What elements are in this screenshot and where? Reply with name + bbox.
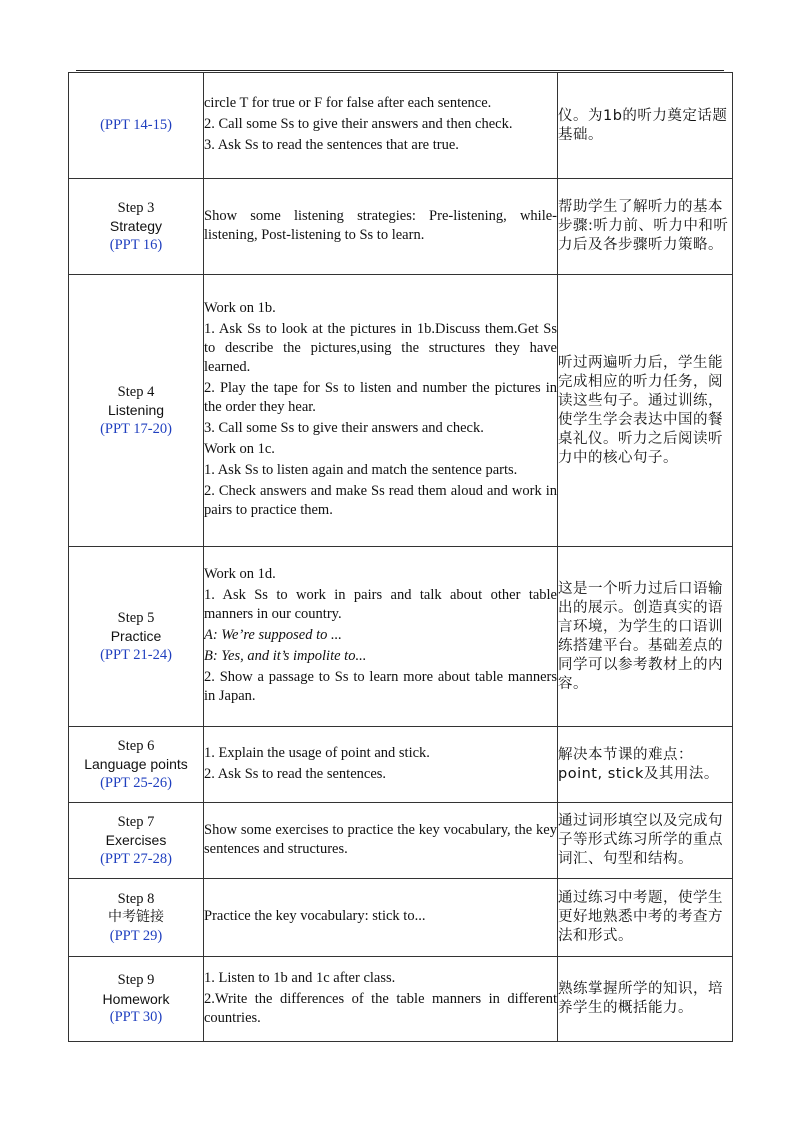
purpose-cell: 听过两遍听力后，学生能完成相应的听力任务，阅读这些句子。通过训练，使学生学会表达中国的餐桌礼仪。听力之后阅读听力中的核心句子。 <box>558 275 733 547</box>
step-number: Step 6 <box>117 737 155 754</box>
step-number: Step 4 <box>117 383 155 400</box>
table-row <box>69 73 733 179</box>
purpose-cell: 帮助学生了解听力的基本步骤:听力前、听力中和听力后及各步骤听力策略。 <box>558 179 733 275</box>
procedure-line: Practice the key vocabulary: stick to... <box>204 908 426 924</box>
table-row <box>69 179 733 275</box>
purpose-cell: 通过练习中考题，使学生更好地熟悉中考的考查方法和形式。 <box>558 879 733 957</box>
step-number: Step 3 <box>117 199 155 216</box>
procedure-cell <box>204 727 558 803</box>
step-name: Exercises <box>105 832 167 849</box>
step-number: Step 5 <box>117 609 155 626</box>
step-number: Step 7 <box>117 813 155 830</box>
procedure-line: 2. Call some Ss to give their answers and then check. <box>204 116 513 132</box>
procedure-line: 2.Write the differences of the table manners in different countries. <box>204 990 557 1026</box>
step-name: Listening <box>107 402 165 419</box>
table-row <box>69 879 733 957</box>
procedure-line: A: We’re supposed to ... <box>204 627 342 643</box>
procedure-line: 3. Call some Ss to give their answers and check. <box>204 420 484 436</box>
procedure-cell <box>204 73 558 179</box>
step-cell <box>69 73 204 179</box>
ppt-ref: (PPT 16) <box>109 236 163 253</box>
procedure-cell <box>204 803 558 879</box>
step-cell <box>69 957 204 1042</box>
table-row <box>69 957 733 1042</box>
procedure-line: 2. Show a passage to Ss to learn more about table manners in Japan. <box>204 669 557 704</box>
table-row <box>69 275 733 547</box>
ppt-ref: (PPT 17-20) <box>100 420 172 437</box>
procedure-cell <box>204 957 558 1042</box>
procedure-line: Work on 1c. <box>204 441 275 457</box>
procedure-line: Work on 1d. <box>204 566 276 582</box>
step-name: 中考链接 <box>108 909 164 926</box>
ppt-ref: (PPT 27-28) <box>100 850 172 867</box>
procedure-line: 2. Check answers and make Ss read them aloud and work in pairs to practice them. <box>204 483 557 518</box>
step-name: Language points <box>84 756 188 773</box>
table-row <box>69 803 733 879</box>
purpose-cell: 解决本节课的难点：point, stick及其用法。 <box>558 727 733 803</box>
procedure-line: B: Yes, and it’s impolite to... <box>204 648 367 664</box>
purpose-cell: 仪。为1b的听力奠定话题基础。 <box>558 73 733 179</box>
procedure-cell <box>204 547 558 727</box>
table-row <box>69 727 733 803</box>
step-cell <box>69 803 204 879</box>
procedure-line: Show some exercises to practice the key vocabulary, the key sentences and structures. <box>204 821 557 857</box>
procedure-cell <box>204 275 558 547</box>
purpose-cell: 通过词形填空以及完成句子等形式练习所学的重点词汇、句型和结构。 <box>558 803 733 879</box>
step-number: Step 8 <box>117 890 155 907</box>
procedure-line: Work on 1b. <box>204 300 276 316</box>
step-cell <box>69 275 204 547</box>
table-row <box>69 547 733 727</box>
purpose-cell: 这是一个听力过后口语输出的展示。创造真实的语言环境，为学生的口语训练搭建平台。基础差点的同学可以参考教材上的内容。 <box>558 547 733 727</box>
procedure-line: 1. Ask Ss to look at the pictures in 1b.Discuss them.Get Ss to describe the pictures,using the structures they have learned. <box>204 321 557 375</box>
ppt-ref: (PPT 25-26) <box>100 774 172 791</box>
step-name: Homework <box>102 990 170 1007</box>
procedure-line: 1. Ask Ss to work in pairs and talk about other table manners in our country. <box>204 587 557 622</box>
ppt-ref: (PPT 30) <box>109 1009 163 1026</box>
page-header-rule <box>76 70 724 71</box>
purpose-cell: 熟练掌握所学的知识，培养学生的概括能力。 <box>558 957 733 1042</box>
procedure-line: 1. Ask Ss to listen again and match the sentence parts. <box>204 462 518 478</box>
procedure-line: 2. Ask Ss to read the sentences. <box>204 765 387 782</box>
ppt-ref: (PPT 14-15) <box>100 117 172 134</box>
lesson-plan-table <box>68 72 733 1042</box>
step-number: Step 9 <box>117 972 155 989</box>
procedure-cell <box>204 179 558 275</box>
ppt-ref: (PPT 29) <box>109 927 163 944</box>
procedure-line: 2. Play the tape for Ss to listen and number the pictures in the order they hear. <box>204 380 557 415</box>
step-name: Strategy <box>109 218 163 235</box>
step-cell <box>69 879 204 957</box>
procedure-line: 1. Listen to 1b and 1c after class. <box>204 969 396 986</box>
ppt-ref: (PPT 21-24) <box>100 646 172 663</box>
procedure-cell <box>204 879 558 957</box>
procedure-line: circle T for true or F for false after each sentence. <box>204 95 492 111</box>
procedure-line: 3. Ask Ss to read the sentences that are true. <box>204 137 459 153</box>
step-name: Practice <box>110 628 162 645</box>
step-cell <box>69 179 204 275</box>
step-cell <box>69 547 204 727</box>
procedure-line: Show some listening strategies: Pre-listening, while-listening, Post-listening to Ss to learn. <box>204 207 557 243</box>
procedure-line: 1. Explain the usage of point and stick. <box>204 744 430 761</box>
step-cell <box>69 727 204 803</box>
